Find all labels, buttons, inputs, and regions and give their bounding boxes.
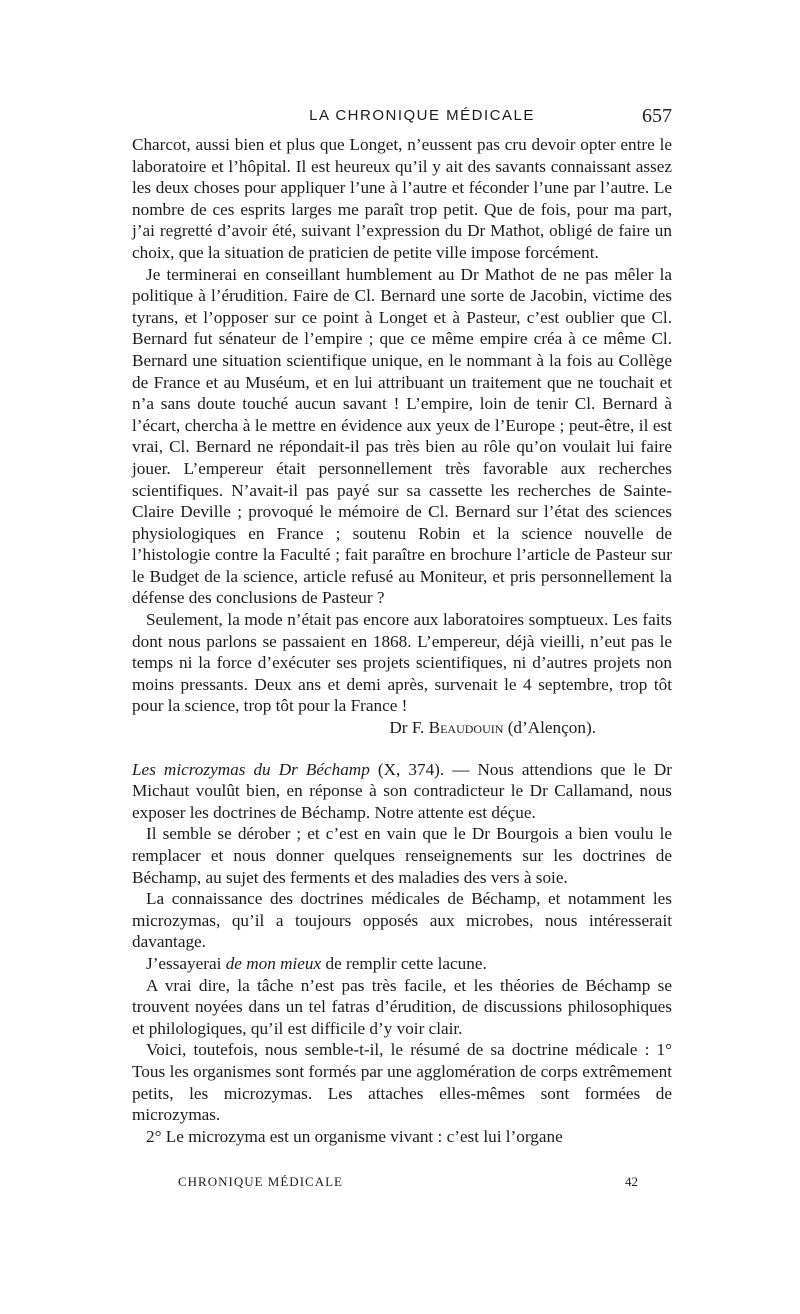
paragraph <box>132 953 672 975</box>
paragraph: Voici, toutefois, nous semble-t-il, le résumé de sa doctrine médicale : 1° Tous les organismes sont formés par une agglomération de corps extrêmement petits, les microzymas. Les attaches elles-mêmes sont formées de microzymas. <box>132 1040 672 1125</box>
paragraph-text: J’essayerai <box>146 953 222 973</box>
paragraph <box>132 759 672 824</box>
footer-title: CHRONIQUE MÉDICALE <box>178 1174 343 1189</box>
signature-name: Beaudouin <box>428 718 504 738</box>
paragraph-text: (X, 374). — Nous attendions que le Dr Michaut voulût bien, en réponse à son contradicteur le Dr Callamand, nous exposer les doctrines de Béchamp. Notre attente est déçue. <box>132 759 673 822</box>
paragraph: Il semble se dérober ; et c’est en vain que le Dr Bourgois a bien voulu le remplacer et nous donner quelques renseignements sur les doctrines de Béchamp, au sujet des ferments et des maladies des vers à soie. <box>132 824 672 887</box>
body-text <box>132 134 672 1147</box>
paragraph: La connaissance des doctrines médicales de Béchamp, et notamment les microzymas, qu’il a toujours opposés aux microbes, nous intéresserait davantage. <box>132 889 672 952</box>
paragraph: Charcot, aussi bien et plus que Longet, n’eussent pas cru devoir opter entre le laboratoire et l’hôpital. Il est heureux qu’il y ait des savants connaissant assez les deux choses pour appliquer l’une à l’autre et féconder l’une par l’autre. Le nombre de ces esprits larges me paraît trop petit. Que de fois, pour ma part, j’ai regretté d’avoir été, suivant l’expression du Dr Mathot, obligé de faire un choix, que la situation de praticien de petite ville impose forcément. <box>132 135 672 262</box>
page-footer <box>178 1174 638 1194</box>
paragraph: Seulement, la mode n’était pas encore aux laboratoires somptueux. Les faits dont nous parlons se passaient en 1868. L’empereur, déjà vieilli, n’eut pas le temps ni la force d’exécuter ses projets scientifiques, ni d’autres projets non moins pressants. Deux ans et demi après, survenait le 4 septembre, trop tôt pour la science, trop tôt pour la France ! <box>132 610 672 716</box>
page-number: 657 <box>642 105 672 127</box>
signature <box>132 717 672 739</box>
signature-prefix: Dr F. <box>389 718 425 738</box>
signature-place: (d’Alençon). <box>507 718 596 738</box>
paragraph-text: de remplir cette lacune. <box>325 953 487 973</box>
paragraph: Je terminerai en conseillant humblement au Dr Mathot de ne pas mêler la politique à l’érudition. Faire de Cl. Bernard une sorte de Jacobin, victime des tyrans, et l’opposer sur ce point à Longet et à Pasteur, c’est oublier que Cl. Bernard fut sénateur de l’empire ; que ce même empire créa à ce même Cl. Bernard une situation scientifique unique, en le nommant à la fois au Collège de France et au Muséum, et en lui attribuant un traitement que ne touchait et n’a sans doute touché aucun savant ! L’empire, loin de tenir Cl. Bernard à l’écart, chercha à le mettre en évidence aux yeux de l’Europe ; peut-être, il est vrai, Cl. Bernard ne répondait-il pas très bien au rôle qu’on voulait lui faire jouer. L’empereur était personnellement très favorable aux recherches scientifiques. N’avait-il pas payé sur sa cassette les recherches de Sainte-Claire Deville ; provoqué le mémoire de Cl. Bernard sur l’état des sciences physiologiques en France ; soutenu Robin et la science nouvelle de l’histologie contre la Faculté ; fait paraître en brochure l’article de Pasteur sur le Budget de la science, article refusé au Moniteur, et pris personnellement la défense des conclusions de Pasteur ? <box>132 264 672 608</box>
article-title: Les microzymas du Dr Béchamp <box>132 759 370 779</box>
emphasis: de mon mieux <box>225 953 322 973</box>
signature-mark: 42 <box>625 1174 638 1189</box>
page-header <box>132 105 672 131</box>
paragraph: 2° Le microzyma est un organisme vivant : c’est lui l’organe <box>146 1126 563 1146</box>
paragraph: A vrai dire, la tâche n’est pas très facile, et les théories de Béchamp se trouvent noyées dans un tel fatras d’érudition, de discussions philosophiques et philologiques, qu’il est difficile d’y voir clair. <box>132 975 672 1038</box>
running-title: LA CHRONIQUE MÉDICALE <box>309 107 535 124</box>
section-gap <box>132 739 672 759</box>
